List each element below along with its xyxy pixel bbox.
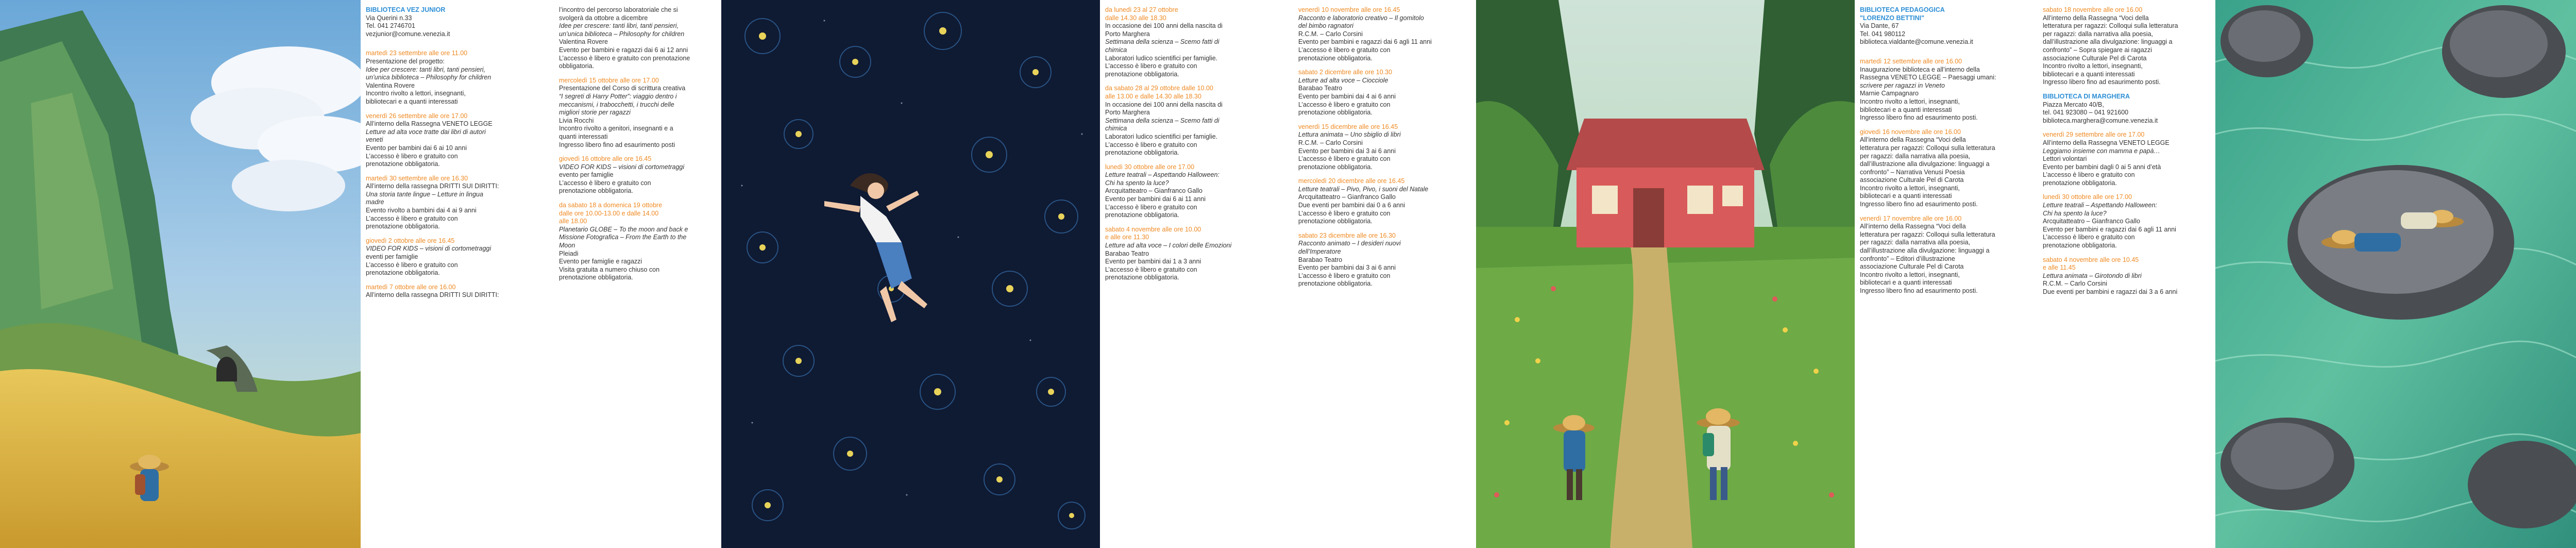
library-heading: "LORENZO BETTINI"	[1860, 14, 1925, 22]
library-address-line: Tel. 041 2746701	[366, 22, 415, 30]
event-title: Chi ha spento la luce?	[2043, 209, 2107, 217]
event-detail: L’accesso è libero e gratuito con	[366, 214, 458, 222]
spacer	[1298, 117, 1468, 123]
spacer	[559, 195, 719, 202]
event-detail: prenotazione obbligatoria.	[1105, 274, 1179, 281]
event-detail: Visita gratuita a numero chiuso con	[559, 265, 660, 273]
event-detail: quanti interessati	[559, 132, 608, 140]
event-title: scrivere per ragazzi in Veneto	[1860, 81, 1945, 89]
event-detail: Porto Marghera	[1105, 30, 1150, 38]
event-title: Letture ad alta voce tratte dai libri di autori	[366, 128, 486, 136]
event-detail: prenotazione obbligatoria.	[366, 269, 440, 277]
event-detail: associazione Culturale Pel di Carota	[1860, 176, 1964, 184]
event-detail: Due eventi per bambini dai 0 a 6 anni	[1298, 202, 1405, 209]
event-date: dalle 14.30 alle 18.30	[1105, 14, 1166, 22]
text-panel-vez-junior	[361, 0, 721, 548]
event-title: Letture teatrali – Aspettando Halloween:	[2043, 202, 2157, 209]
event-title: Racconto e laboratorio creativo – Il gomitolo	[1298, 14, 1424, 22]
event-detail: L’accesso è libero e gratuito con	[1298, 46, 1391, 54]
illustration-mountain-meadow	[0, 0, 361, 548]
event-detail: prenotazione obbligatoria.	[1298, 218, 1372, 225]
spacer	[2043, 125, 2213, 131]
event-title: chimica	[1105, 46, 1127, 54]
event-title: un’unica biblioteca – Philosophy for children	[559, 30, 685, 38]
event-detail: Marnie Campagnaro	[1860, 90, 1919, 97]
event-title: migliori storie per ragazzi	[559, 109, 631, 117]
event-detail: prenotazione obbligatoria.	[559, 187, 633, 195]
event-detail: R.C.M. – Carlo Corsini	[2043, 280, 2108, 288]
spacer	[1860, 122, 2030, 128]
event-detail: Pleiadi	[559, 250, 579, 257]
spacer	[2043, 187, 2213, 193]
library-address-line: Via Dante, 67	[1860, 22, 1899, 30]
event-detail: bibliotecari e a quanti interessati	[1860, 279, 1952, 287]
event-date: venerdì 17 novembre alle ore 16.00	[1860, 214, 1962, 222]
event-detail: Valentina Rovere	[366, 81, 415, 89]
library-heading: BIBLIOTECA VEZ JUNIOR	[366, 6, 446, 13]
event-title: Leggiamo insieme con mamma e papà…	[2043, 147, 2160, 155]
event-detail: confronto” – Editori d’illustrazione	[1860, 255, 1955, 262]
event-detail: dall’illustrazione alla divulgazione: linguaggi a	[1860, 247, 1990, 255]
event-detail: prenotazione obbligatoria.	[366, 160, 440, 168]
event-detail: Barabao Teatro	[1105, 250, 1149, 257]
event-date: venerdì 15 dicembre alle ore 16.45	[1298, 123, 1398, 130]
event-date: giovedì 16 novembre alle ore 16.00	[1860, 128, 1961, 136]
column-2	[559, 6, 719, 282]
event-detail: R.C.M. – Carlo Corsini	[1298, 30, 1363, 38]
event-detail: confronto” – Narrativa Venusi Poesia	[1860, 168, 1965, 176]
illustration-river-rocks	[2215, 0, 2576, 548]
event-detail: All’interno della Rassegna “Voci della	[1860, 223, 1966, 230]
event-detail: Ingresso libero fino ad esaurimento posti.	[1860, 201, 1978, 208]
event-detail: Presentazione del progetto:	[366, 57, 445, 65]
event-detail: Ingresso libero fino ad esaurimento posti.	[2043, 78, 2161, 86]
event-date: martedì 23 settembre alle ore 11.00	[366, 49, 468, 57]
event-detail: associazione Culturale Pel di Carota	[1860, 263, 1964, 271]
library-address-line: biblioteca.vialdante@comune.venezia.it	[1860, 38, 1973, 46]
event-date: sabato 2 dicembre alle ore 10.30	[1298, 69, 1393, 76]
event-detail: Ingresso libero fino ad esaurimento posti.	[1860, 287, 1978, 294]
event-detail: R.C.M. – Carlo Corsini	[1298, 139, 1363, 146]
spacer	[366, 38, 536, 49]
event-detail: prenotazione obbligatoria.	[366, 223, 440, 230]
spacer	[1860, 46, 2030, 58]
event-detail: per ragazzi: dalla narrativa alla poesia,	[1860, 152, 1971, 160]
event-title: Letture ad alta voce – I colori delle Emozioni	[1105, 242, 1232, 250]
event-title: Letture teatrali – Pivo, Pivo, i suoni del Natale	[1298, 185, 1429, 193]
library-address-line: vezjunior@comune.venezia.it	[366, 30, 450, 38]
library-address-line: Via Querini n.33	[366, 14, 412, 22]
event-detail: bibliotecari e a quanti interessati	[1860, 192, 1952, 200]
event-detail: evento per famiglie	[559, 171, 614, 179]
event-date: giovedì 2 ottobre alle ore 16.45	[366, 237, 455, 244]
spacer	[366, 277, 536, 284]
event-detail: bibliotecari e a quanti interessati	[2043, 70, 2135, 78]
event-detail: All’interno della Rassegna “Voci della	[1860, 136, 1966, 144]
event-detail: dall’illustrazione alla divulgazione: linguaggi a	[1860, 160, 1990, 168]
event-detail: prenotazione obbligatoria.	[1298, 54, 1372, 62]
event-title: Missione Fotografica – From the Earth to the	[559, 234, 687, 241]
column-3	[1105, 6, 1275, 282]
event-title: Settimana della scienza – Scemo fatti di	[1105, 117, 1219, 124]
event-detail: In occasione dei 100 anni della nascita di	[1105, 22, 1223, 30]
library-heading: BIBLIOTECA PEDAGOGICA	[1860, 6, 1945, 13]
event-detail: Evento per bambini e ragazzi dai 6 ai 12 anni	[559, 46, 688, 54]
event-date: sabato 4 novembre alle ore 10.45	[2043, 256, 2139, 263]
event-title: Settimana della scienza – Scemo fatti di	[1105, 38, 1219, 46]
event-detail: L’accesso è libero e gratuito con	[1298, 101, 1391, 108]
event-title: Letture ad alta voce – Ciocciole	[1298, 76, 1388, 84]
event-detail: L’accesso è libero e gratuito con	[559, 179, 651, 187]
event-detail: Evento rivolto a bambini dai 4 ai 9 anni	[366, 207, 477, 214]
event-title: Lettura animata – Girotondo di libri	[2043, 272, 2142, 279]
library-address-line: tel. 041 923080 – 041 921600	[2043, 109, 2129, 117]
column-6	[2043, 6, 2213, 296]
event-title: madre	[366, 198, 384, 206]
event-title: un’unica biblioteca – Philosophy for children	[366, 74, 492, 81]
event-detail: L’accesso è libero e gratuito con	[1298, 155, 1391, 163]
event-detail: L’accesso è libero e gratuito con	[1298, 272, 1391, 279]
event-detail: eventi per famiglie	[366, 253, 418, 261]
spacer	[366, 169, 536, 175]
event-detail: svolgerà da ottobre a dicembre	[559, 14, 648, 22]
event-title: Moon	[559, 242, 575, 250]
event-date: martedì 30 settembre alle ore 16.30	[366, 174, 468, 182]
event-date: alle 13.00 e dalle 14.30 alle 18.30	[1105, 92, 1201, 100]
event-detail: Evento per bambini dai 4 ai 6 anni	[1298, 92, 1396, 100]
event-detail: Lettori volontari	[2043, 155, 2087, 163]
event-detail: Incontro rivolto a lettori, insegnanti,	[1860, 271, 1960, 278]
event-detail: l’incontro del percorso laboratoriale che si	[559, 6, 678, 13]
event-detail: L’accesso è libero e gratuito con	[1298, 209, 1391, 217]
event-date: sabato 4 novembre alle ore 10.00	[1105, 225, 1201, 233]
event-detail: L’accesso è libero e gratuito con	[1105, 265, 1197, 273]
column-4	[1298, 6, 1468, 288]
event-date: da sabato 18 a domenica 19 ottobre	[559, 202, 663, 209]
event-detail: All’interno della rassegna DRITTI SUI DIRITTI:	[366, 182, 499, 190]
event-detail: Evento per bambini e ragazzi dai 6 agli 11 anni	[2043, 225, 2176, 233]
event-detail: All’interno della rassegna DRITTI SUI DIRITTI:	[366, 291, 499, 299]
spacer	[366, 106, 536, 112]
event-detail: Inaugurazione biblioteca e all’interno della	[1860, 65, 1980, 73]
event-date: lunedì 30 ottobre alle ore 17.00	[2043, 193, 2132, 201]
event-detail: letteratura per ragazzi: Colloqui sulla letteratura	[2043, 22, 2178, 30]
event-detail: All’interno della Rassegna VENETO LEGGE	[2043, 139, 2170, 146]
event-detail: Incontro rivolto a lettori, insegnanti,	[1860, 97, 1960, 105]
spacer	[1105, 78, 1275, 85]
event-detail: Evento per bambini dai 6 ai 10 anni	[366, 144, 467, 152]
event-detail: Incontro rivolto a lettori, insegnanti,	[2043, 62, 2143, 70]
event-title: Planetario GLOBE – To the moon and back e	[559, 225, 688, 233]
event-title: Idee per crescere: tanti libri, tanti pensieri,	[559, 22, 679, 30]
event-title: Lettura animata – Uno sbiglio di libri	[1298, 131, 1401, 139]
event-detail: bibliotecari e a quanti interessati	[366, 97, 458, 105]
event-detail: L’accesso è libero e gratuito con prenotazione	[559, 54, 690, 62]
text-panel-bettini-marghera	[1855, 0, 2215, 548]
event-title: Idee per crescere: tanti libri, tanti pensieri,	[366, 65, 486, 73]
event-detail: Evento per bambini e ragazzi dai 6 agli 11 anni	[1298, 38, 1432, 46]
event-detail: Presentazione del Corso di scrittura creativa	[559, 85, 686, 92]
library-address-line: Tel. 041 980112	[1860, 30, 1906, 38]
event-detail: All’interno della Rassegna “Voci della	[2043, 14, 2149, 22]
event-title: veneti	[366, 136, 383, 144]
event-detail: Ingresso libero fino ad esaurimento posti.	[1860, 114, 1978, 122]
event-date: giovedì 16 ottobre alle ore 16.45	[559, 155, 652, 163]
event-date: sabato 18 novembre alle ore 16.00	[2043, 6, 2143, 13]
library-address-line: biblioteca.marghera@comune.venezia.it	[2043, 117, 2158, 124]
event-date: martedì 12 settembre alle ore 16.00	[1860, 57, 1962, 65]
spacer	[559, 71, 719, 77]
event-detail: Evento per bambini dai 3 ai 6 anni	[1298, 147, 1396, 155]
event-date: sabato 23 dicembre alle ore 16.30	[1298, 231, 1396, 239]
event-title: chimica	[1105, 125, 1127, 132]
event-detail: Ingresso libero fino ad esaurimento posti	[559, 141, 675, 148]
event-date: mercoledì 15 ottobre alle ore 17.00	[559, 76, 659, 84]
event-detail: Evento per bambini dai 3 ai 6 anni	[1298, 264, 1396, 272]
spacer	[559, 149, 719, 155]
event-detail: L’accesso è libero e gratuito con	[2043, 171, 2135, 179]
event-date: e alle 11.45	[2043, 264, 2076, 272]
event-date: mercoledì 20 dicembre alle ore 16.45	[1298, 177, 1405, 185]
event-title: Racconto animato – I desideri nuovi	[1298, 240, 1401, 247]
spacer	[1298, 226, 1468, 232]
spacer	[1105, 157, 1275, 163]
illustration-red-house-garden	[1476, 0, 1855, 548]
event-title: del bimbo ragnatori	[1298, 22, 1354, 30]
event-detail: Laboratori ludico scientifici per famiglie.	[1105, 132, 1218, 140]
event-title: Una storia tante lingue – Letture in lingua	[366, 190, 483, 198]
event-detail: Evento per bambini dagli 0 ai 5 anni d’età	[2043, 163, 2161, 171]
event-detail: Valentina Rovere	[559, 38, 608, 46]
event-detail: L’accesso è libero e gratuito con	[366, 261, 458, 269]
event-detail: prenotazione obbligatoria.	[2043, 242, 2117, 250]
event-detail: Evento per bambini dai 6 ai 11 anni	[1105, 195, 1206, 203]
event-detail: L’accesso è libero e gratuito con	[366, 152, 458, 160]
event-detail: Barabao Teatro	[1298, 85, 1343, 92]
event-detail: dall’illustrazione alla divulgazione: linguaggi a	[2043, 38, 2173, 46]
event-detail: Laboratori ludico scientifici per famiglie.	[1105, 54, 1218, 62]
event-detail: Evento per famiglie e ragazzi	[559, 258, 642, 265]
event-detail: Arcquitatteatro – Gianfranco Gallo	[1105, 187, 1202, 195]
event-detail: per ragazzi: dalla narrativa alla poesia,	[1860, 239, 1971, 246]
spacer	[366, 231, 536, 237]
text-panel-vez-junior-cont	[1100, 0, 1476, 548]
event-date: martedì 7 ottobre alle ore 16.00	[366, 283, 456, 291]
event-detail: prenotazione obbligatoria.	[1105, 211, 1179, 219]
spacer	[2043, 87, 2213, 93]
event-detail: Rassegna VENETO LEGGE – Paesaggi umani:	[1860, 74, 1996, 81]
event-title: meccanismi, i trabocchetti, i trucchi delle	[559, 101, 674, 108]
event-detail: Due eventi per bambini e ragazzi dai 3 a 6 anni	[2043, 288, 2178, 295]
event-detail: prenotazione obbligatoria.	[1298, 163, 1372, 171]
event-date: e alle ore 11.30	[1105, 234, 1149, 241]
event-date: venerdì 29 settembre alle ore 17.00	[2043, 131, 2145, 139]
event-title: Letture teatrali – Aspettando Halloween:	[1105, 171, 1219, 179]
event-date: da sabato 28 al 29 ottobre dalle 10.00	[1105, 85, 1213, 92]
spacer	[1298, 62, 1468, 69]
event-detail: letteratura per ragazzi: Colloqui sulla letteratura	[1860, 144, 1995, 152]
spacer	[1298, 171, 1468, 177]
event-detail: Porto Marghera	[1105, 109, 1150, 117]
event-date: lunedì 30 ottobre alle ore 17.00	[1105, 163, 1195, 171]
event-detail: Arcquitatteatro – Gianfranco Gallo	[2043, 218, 2140, 225]
event-date: venerdì 26 settembre alle ore 17.00	[366, 112, 468, 120]
illustration-night-sky-girl	[721, 0, 1100, 548]
event-detail: L’accesso è libero e gratuito con	[1105, 141, 1197, 148]
event-title: dell’Imperatore	[1298, 248, 1341, 256]
event-detail: bibliotecari e a quanti interessati	[1860, 106, 1952, 113]
event-title: “I segreti di Harry Potter”: viaggio dentro i	[559, 92, 677, 100]
spacer	[2043, 250, 2213, 256]
spacer	[1105, 220, 1275, 226]
event-detail: obbligatoria.	[559, 62, 595, 70]
event-detail: prenotazione obbligatoria.	[1298, 109, 1372, 117]
spacer	[1860, 209, 2030, 215]
event-title: Chi ha spento la luce?	[1105, 179, 1169, 187]
column-1	[366, 6, 536, 300]
event-date: dalle ore 10.00-13.00 e dalle 14.00	[559, 209, 659, 217]
event-detail: prenotazione obbligatoria.	[2043, 179, 2117, 187]
event-detail: Incontro rivolto a genitori, insegnanti e a	[559, 125, 673, 132]
column-5	[1860, 6, 2030, 295]
event-detail: L’accesso è libero e gratuito con	[1105, 203, 1197, 211]
event-detail: prenotazione obbligatoria.	[1105, 149, 1179, 157]
event-title: VIDEO FOR KIDS – visioni di cortometraggi	[559, 163, 685, 171]
event-detail: In occasione dei 100 anni della nascita di	[1105, 101, 1223, 108]
event-detail: L’accesso è libero e gratuito con	[2043, 234, 2135, 241]
event-detail: prenotazione obbligatoria.	[1105, 70, 1179, 78]
event-detail: Barabao Teatro	[1298, 256, 1343, 263]
event-detail: letteratura per ragazzi: Colloqui sulla letteratura	[1860, 230, 1995, 238]
event-detail: Incontro rivolto a lettori, insegnanti,	[366, 90, 466, 97]
event-detail: Evento per bambini dai 1 a 3 anni	[1105, 258, 1201, 265]
library-address-line: Piazza Mercato 40/B,	[2043, 101, 2104, 108]
event-detail: Incontro rivolto a lettori, insegnanti,	[1860, 184, 1960, 192]
event-detail: prenotazione obbligatoria.	[559, 274, 633, 281]
event-date: alle 18.00	[559, 218, 587, 225]
event-detail: associazione Culturale Pel di Carota	[2043, 54, 2147, 62]
event-detail: prenotazione obbligatoria.	[1298, 280, 1372, 288]
event-detail: Livia Rocchi	[559, 117, 594, 124]
event-detail: per ragazzi: dalla narrativa alla poesia,	[2043, 30, 2154, 38]
library-heading: BIBLIOTECA DI MARGHERA	[2043, 92, 2130, 100]
event-detail: Arcquitatteatro – Gianfranco Gallo	[1298, 193, 1396, 201]
event-date: da lunedì 23 al 27 ottobre	[1105, 6, 1178, 13]
event-detail: confronto” – Sopra spiegare ai ragazzi	[2043, 46, 2152, 54]
event-detail: L’accesso è libero e gratuito con	[1105, 62, 1197, 70]
event-date: venerdì 10 novembre alle ore 16.45	[1298, 6, 1400, 13]
event-title: VIDEO FOR KIDS – visioni di cortometraggi	[366, 245, 492, 253]
event-detail: All’interno della Rassegna VENETO LEGGE	[366, 120, 493, 128]
